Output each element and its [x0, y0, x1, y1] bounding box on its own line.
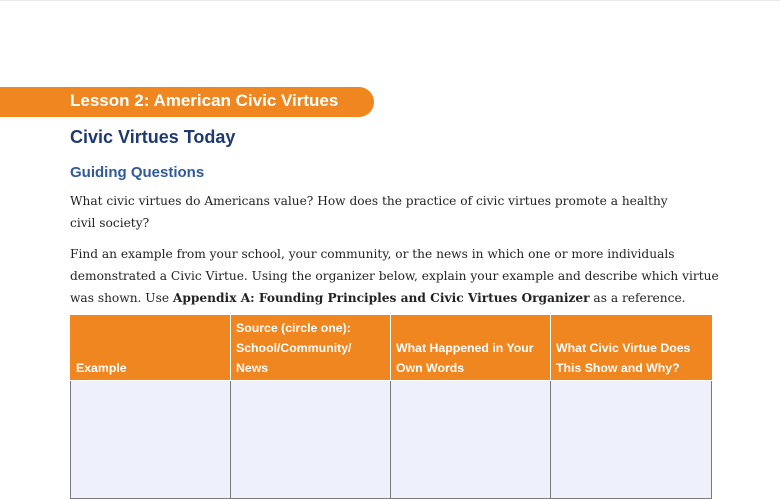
header-example — [71, 315, 231, 381]
table-row — [71, 381, 712, 499]
header-line: What Civic Virtue Does — [556, 341, 691, 355]
header-civic-virtue — [551, 315, 712, 381]
source-cell[interactable] — [231, 381, 391, 499]
instructions-line: Find an example from your school, your community, or the news in which one or more individuals — [70, 247, 675, 261]
header-line: What Happened in Your — [396, 341, 534, 355]
lesson-banner — [0, 87, 374, 117]
instructions-line — [70, 287, 730, 309]
header-line: Source (circle one): — [236, 321, 351, 335]
civic-virtue-organizer-table — [70, 315, 712, 499]
guiding-questions-line: civil society? — [70, 216, 150, 230]
header-line: School/Community/ — [236, 341, 352, 355]
header-what-happened — [391, 315, 551, 381]
top-rule — [0, 0, 780, 1]
appendix-reference: Appendix A: Founding Principles and Civic Virtues Organizer — [172, 291, 590, 305]
guiding-questions-line: What civic virtues do Americans value? How does the practice of civic virtues promote a healthy — [70, 194, 668, 208]
header-line: Example — [76, 361, 127, 375]
header-line: News — [236, 361, 269, 375]
instructions-text — [70, 243, 730, 309]
civic-virtue-cell[interactable] — [551, 381, 712, 499]
lesson-banner-title: Lesson 2: American Civic Virtues — [70, 91, 339, 110]
instructions-line: demonstrated a Civic Virtue. Using the organizer below, explain your example and describe which virtue — [70, 269, 719, 283]
instructions-line3-suffix: as a reference. — [589, 291, 686, 305]
example-cell[interactable] — [71, 381, 231, 499]
header-source — [231, 315, 391, 381]
guiding-questions-heading: Guiding Questions — [70, 164, 205, 181]
what-happened-cell[interactable] — [391, 381, 551, 499]
header-line: This Show and Why? — [556, 361, 680, 375]
guiding-questions-text — [70, 190, 730, 234]
organizer-header-row — [71, 315, 712, 381]
header-line: Own Words — [396, 361, 465, 375]
section-title: Civic Virtues Today — [70, 127, 236, 147]
instructions-line3-prefix: was shown. Use — [70, 291, 173, 305]
